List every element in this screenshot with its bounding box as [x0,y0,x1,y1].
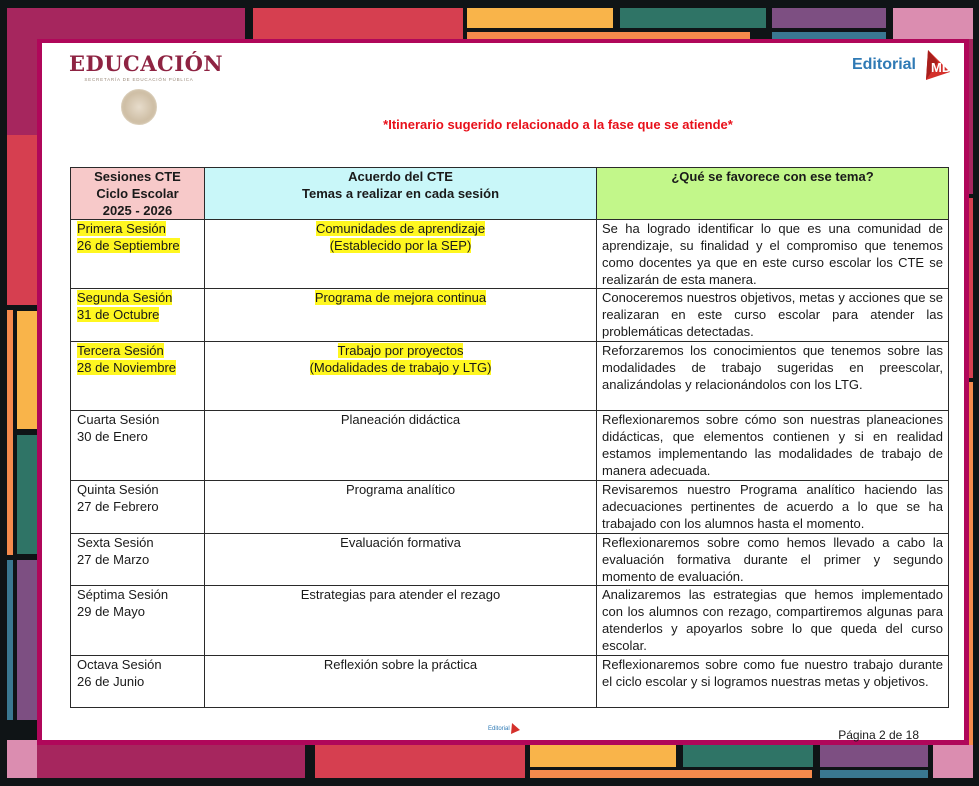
background-block [530,770,812,778]
topic-line: Comunidades de aprendizaje [315,221,486,236]
topic-line: Reflexión sobre la práctica [323,657,478,672]
session-date: 26 de Junio [77,674,145,689]
document-sheet [42,43,964,740]
session-cell [71,342,205,411]
topic-line: Trabajo por proyectos [337,343,464,358]
background-block [530,745,676,767]
background-block [467,8,613,28]
session-name: Octava Sesión [77,657,162,672]
session-cell [71,220,205,289]
background-block [969,39,973,194]
footer-editorial-logo [488,723,520,734]
table-row [71,342,949,411]
topic-line: Evaluación formativa [340,535,461,550]
background-block [969,198,973,378]
benefit-cell: Reflexionaremos sobre como hemos llevado a cabo la evaluación formativa durante el primer y segundo momento de evaluación. [597,534,949,586]
session-date: 26 de Septiembre [77,238,180,253]
session-date: 28 de Noviembre [77,360,176,375]
svg-text:MD: MD [931,60,952,75]
session-date: 31 de Octubre [77,307,160,322]
session-cell [71,586,205,656]
topic-cell [205,220,597,289]
benefit-cell: Reforzaremos los conocimientos que tenemos sobre las modalidades de trabajo sugeridas en preescolar, analizándolas y relacionándolos con los LTG. [597,342,949,411]
background-block [893,8,973,39]
sep-logo [69,51,224,125]
background-block [620,8,766,28]
background-block [772,8,886,28]
itinerary-subtitle: *Itinerario sugerido relacionado a la fase que se atiende* [383,117,733,132]
topic-cell [205,411,597,481]
topic-line: Programa analítico [345,482,456,497]
background-block [683,745,813,767]
table-header-row [71,168,949,220]
document-page-frame [37,39,969,745]
session-name: Séptima Sesión [77,587,169,602]
background-block [315,745,525,778]
table-row [71,481,949,534]
md-play-icon [918,48,952,82]
cte-sessions-table [70,167,949,708]
background-block [820,770,928,778]
session-date: 27 de Marzo [77,552,150,567]
session-cell [71,534,205,586]
session-date: 27 de Febrero [77,499,159,514]
topic-line: Programa de mejora continua [314,290,487,305]
background-block [7,310,13,555]
background-block [7,8,245,39]
background-block [37,745,305,778]
session-cell [71,289,205,342]
background-block [7,560,13,720]
topic-line: (Modalidades de trabajo y LTG) [309,360,492,375]
table-row [71,289,949,342]
topic-cell [205,534,597,586]
page-number: Página 2 de 18 [838,728,919,742]
background-block [7,135,37,305]
background-block [7,740,37,778]
editorial-md-logo [852,48,952,82]
sep-logo-subtitle: SECRETARÍA DE EDUCACIÓN PÚBLICA [84,77,194,82]
topic-cell [205,289,597,342]
background-block [467,32,750,39]
benefit-cell: Reflexionaremos sobre cómo son nuestras planeaciones didácticas, que elementos contienen y si en realidad estamos implementando las modalidades de trabajo de manera adecuada. [597,411,949,481]
background-block [933,745,973,778]
md-play-icon [510,723,520,734]
background-block [820,745,928,767]
session-date: 29 de Mayo [77,604,145,619]
background-block [17,311,37,429]
topic-cell [205,656,597,708]
table-row [71,220,949,289]
table-row [71,586,949,656]
topic-cell [205,586,597,656]
session-name: Sexta Sesión [77,535,154,550]
header-benefit: ¿Qué se favorece con ese tema? [597,168,949,220]
background-block [17,435,37,554]
session-name: Quinta Sesión [77,482,159,497]
table-row [71,411,949,481]
benefit-cell: Conoceremos nuestros objetivos, metas y acciones que se realizaran en este curso escolar para atender las problemáticas detectadas. [597,289,949,342]
topic-line: (Establecido por la SEP) [329,238,472,253]
editorial-logo-text: Editorial [851,56,916,73]
table-row [71,534,949,586]
topic-line: Planeación didáctica [340,412,461,427]
background-block [17,560,37,720]
benefit-cell: Reflexionaremos sobre como fue nuestro trabajo durante el ciclo escolar y si logramos nuestras metas y objetivos. [597,656,949,708]
header-sessions: Sesiones CTE Ciclo Escolar 2025 - 2026 [71,168,205,220]
footer-logo-text: Editorial [488,725,510,732]
sep-logo-title: EDUCACIÓN [69,51,224,76]
session-name: Primera Sesión [77,221,166,236]
table-row [71,656,949,708]
session-cell [71,411,205,481]
session-name: Tercera Sesión [77,343,164,358]
benefit-cell: Analizaremos las estrategias que hemos implementado con los alumnos con rezago, compartiremos algunas para atenderlos y apoyarlos sobre lo que queda del curso escolar. [597,586,949,656]
session-cell [71,481,205,534]
background-block [969,382,973,745]
background-block [772,32,886,39]
session-cell [71,656,205,708]
benefit-cell: Revisaremos nuestro Programa analítico haciendo las adecuaciones pertinentes de acuerdo a lo que se ha trabajado con los alumnos hasta el momento. [597,481,949,534]
session-name: Segunda Sesión [77,290,173,305]
header-agreement: Acuerdo del CTE Temas a realizar en cada sesión [205,168,597,220]
session-name: Cuarta Sesión [77,412,160,427]
background-block [7,8,42,33]
benefit-cell: Se ha logrado identificar lo que es una comunidad de aprendizaje, su finalidad y el compromiso que tenemos como docentes ya que en este curso escolar los CTE se realizarán de esta manera. [597,220,949,289]
background-block [253,8,463,39]
topic-cell [205,342,597,411]
topic-line: Estrategias para atender el rezago [300,587,501,602]
session-date: 30 de Enero [77,429,148,444]
topic-cell [205,481,597,534]
